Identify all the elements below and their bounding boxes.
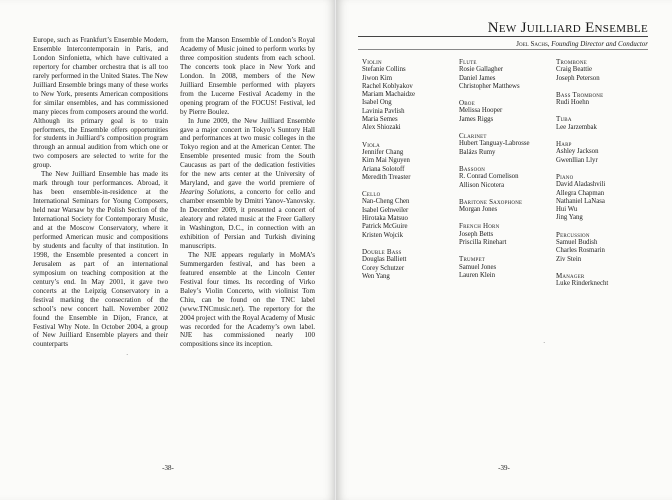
member-name: Corey Schutzer bbox=[362, 264, 405, 272]
member-name: Jiwon Kim bbox=[362, 74, 393, 82]
member-name: Morgan Jones bbox=[459, 206, 498, 214]
instrument-section bbox=[556, 91, 648, 108]
member-name: Joseph Peterson bbox=[556, 74, 600, 82]
roster-column-1 bbox=[362, 58, 454, 297]
section-title: Viola bbox=[362, 140, 380, 149]
section-title: Flute bbox=[459, 58, 477, 66]
member-name: Ziv Stein bbox=[556, 255, 582, 263]
section-title: Baritone Saxophone bbox=[459, 197, 523, 206]
instrument-section bbox=[362, 58, 454, 133]
member-name: Kim Mai Nguyen bbox=[362, 157, 410, 165]
section-title: Harp bbox=[556, 140, 572, 149]
dot-ornament: · bbox=[543, 339, 546, 347]
member-name: Joseph Betts bbox=[459, 230, 494, 238]
section-title: Bassoon bbox=[459, 164, 486, 173]
work-title: Hearing Solutions bbox=[180, 188, 234, 197]
member-name: Priscilla Rinehart bbox=[459, 239, 507, 247]
section-title: Tuba bbox=[556, 115, 572, 124]
right-page bbox=[336, 0, 672, 500]
member-name: Lavinia Pavlish bbox=[362, 107, 405, 115]
paragraph bbox=[180, 117, 315, 251]
section-title: Trumpet bbox=[459, 255, 485, 264]
instrument-section bbox=[556, 231, 648, 264]
member-name: Stefanie Collins bbox=[362, 66, 406, 74]
member-name: Allegra Chapman bbox=[556, 189, 605, 197]
member-name: Hubert Tanguay-Labrosse bbox=[459, 140, 530, 148]
member-name: Jennifer Chang bbox=[362, 148, 404, 156]
subheader-rule bbox=[358, 49, 648, 50]
instrument-section bbox=[459, 198, 551, 215]
member-name: Meredith Treaster bbox=[362, 173, 411, 181]
member-name: Jing Yang bbox=[556, 214, 583, 222]
member-name: Nan-Cheng Chen bbox=[362, 198, 410, 206]
header-rule bbox=[358, 36, 648, 37]
member-name: Balázs Rumy bbox=[459, 148, 496, 156]
instrument-section bbox=[459, 255, 551, 280]
instrument-section bbox=[556, 140, 648, 165]
section-title: Violin bbox=[362, 58, 382, 66]
body-text bbox=[33, 36, 315, 446]
member-name: Kristen Wojcik bbox=[362, 231, 404, 239]
page-number: -39- bbox=[498, 464, 510, 472]
roster-header bbox=[488, 20, 648, 37]
section-title: French Horn bbox=[459, 222, 500, 231]
instrument-section bbox=[362, 190, 454, 240]
member-name: Allison Nicotera bbox=[459, 181, 505, 189]
director-line bbox=[516, 40, 648, 48]
member-name: Craig Beattie bbox=[556, 66, 593, 74]
instrument-section bbox=[459, 165, 551, 190]
text-column-2 bbox=[180, 36, 315, 446]
member-name: Lauren Klein bbox=[459, 271, 496, 279]
member-name: Melissa Hooper bbox=[459, 107, 503, 115]
instrument-section bbox=[459, 222, 551, 247]
instrument-section bbox=[459, 99, 551, 124]
page-number: -38- bbox=[162, 464, 174, 472]
director-name: Joel Sachs, bbox=[516, 40, 552, 48]
text-column-1 bbox=[33, 36, 168, 446]
instrument-section bbox=[459, 58, 551, 91]
member-name: Isabel Ong bbox=[362, 99, 392, 107]
instrument-section bbox=[556, 58, 648, 83]
section-title: Bass Trombone bbox=[556, 90, 604, 99]
member-name: Douglas Balliett bbox=[362, 256, 407, 264]
member-name: David Aladashvili bbox=[556, 181, 606, 189]
member-name: Patrick McGuire bbox=[362, 223, 408, 231]
section-title: Oboe bbox=[459, 99, 475, 108]
member-name: Alex Shiozaki bbox=[362, 124, 401, 132]
ensemble-title: New Juilliard Ensemble bbox=[487, 20, 648, 36]
member-name: Gwenllian Llyr bbox=[556, 156, 598, 164]
section-title: Trombone bbox=[556, 58, 587, 66]
instrument-section bbox=[362, 248, 454, 281]
member-name: Wen Yang bbox=[362, 272, 390, 280]
member-name: Maria Semes bbox=[362, 116, 398, 124]
section-title: Piano bbox=[556, 172, 574, 181]
roster-column-3 bbox=[556, 58, 648, 297]
paragraph: The NJE appears regularly in MoMA’s Summergarden festival, and has been a featured ensemble at the Lincoln Center Festival four times. Its recording of Virko Baley’s Violin Concerto, with violinist Tom Chiu, can be found on the TNC label (www.TNCmusic.net). The repertory for the 2004 project with the Royal Academy of Music was recorded for the Academy’s own label. NJE has commissioned nearly 100 compositions since its inception. bbox=[180, 250, 315, 349]
instrument-section bbox=[556, 115, 648, 132]
paragraph: Europe, such as Frankfurt’s Ensemble Modern, Ensemble Intercontemporain in Paris, and London Sinfonietta, which have cultivated a repertory for chamber orchestra that is all too rarely performed in the United States. The New Juilliard Ensemble brings many of these works to New York, presents American compositions for similar ensembles, and has commissioned many pieces from composers around the world. Although its primary goal is to train performers, the Ensemble offers opportunities for students in Juilliard’s composition program through an annual audition from which one or two composers are selected to write for the group. bbox=[33, 36, 168, 170]
instrument-section bbox=[556, 272, 648, 289]
paragraph: The New Juilliard Ensemble has made its mark through tour performances. Abroad, it has been ensemble-in-residence at the International Seminars for Young Composers, held near Warsaw by the Polish Section of the International Society for Contemporary Music, and at the Moscow Conservatory, where it performed American music and compositions by students and faculty of that institution. In 1998, the Ensemble presented a concert in Jerusalem as part of an international symposium on teaching composition at the century’s end. In May 2001, it gave two concerts at the Leipzig Conservatory in a festival marking the consecration of the school’s new concert hall. November 2002 found the Ensemble in Dijon, France, at Festival Why Note. In October 2004, a group of New Juilliard Ensemble players and their counterparts bbox=[33, 170, 168, 349]
member-name: Samuel Budish bbox=[556, 239, 598, 247]
member-name: Mariam Machaidze bbox=[362, 91, 416, 99]
roster-column-2 bbox=[459, 58, 551, 297]
member-name: Charles Rosmarin bbox=[556, 247, 605, 255]
member-name: Rudi Hoehn bbox=[556, 99, 590, 107]
member-name: Nathaniel LaNasa bbox=[556, 197, 605, 205]
member-name: James Riggs bbox=[459, 115, 494, 123]
section-title: Percussion bbox=[556, 230, 590, 239]
instrument-section bbox=[556, 173, 648, 223]
member-name: Luke Rinderknecht bbox=[556, 280, 609, 288]
section-title: Double Bass bbox=[362, 247, 402, 256]
member-name: Hirotaka Matsuo bbox=[362, 215, 408, 223]
paragraph: from the Manson Ensemble of London’s Royal Academy of Music joined to perform works by three composition students from each school. The concerts took place in New York and London. In 2008, members of the New Juilliard Ensemble performed with players from the Lucerne Festival Academy in the opening program of the FOCUS! Festival, led by Pierre Boulez. bbox=[180, 36, 315, 116]
dot-ornament: · bbox=[126, 351, 129, 359]
member-name: Ashley Jackson bbox=[556, 148, 599, 156]
member-name: Ariana Solotoff bbox=[362, 165, 405, 173]
director-role: Founding Director and Conductor bbox=[551, 40, 648, 48]
section-title: Clarinet bbox=[459, 132, 487, 141]
member-name: Christopher Matthews bbox=[459, 82, 520, 90]
member-name: Samuel Jones bbox=[459, 263, 497, 271]
member-name: Daniel James bbox=[459, 74, 496, 82]
text-run: , a concerto for cello and chamber ensemble by Dmitri Yanov-Yanovsky. In December 2009, it presented a concert of aleatory and related music at the Freer Gallery in Washington, D.C., in connection with an exhibition of Persian and Turkish divining manuscripts. bbox=[180, 188, 315, 250]
section-title: Cello bbox=[362, 190, 381, 199]
section-title: Manager bbox=[556, 271, 585, 280]
member-name: Lee Jarzembak bbox=[556, 123, 597, 131]
member-name: R. Conrad Cornelison bbox=[459, 173, 519, 181]
text-run: In June 2009, the New Juilliard Ensemble gave a major concert in Tokyo’s Suntory Hall and performances at two music colleges in the Tokyo region and at the American Center. The Ensemble presented music from the South Caucasus as part of the dedication festivities for the new arts center at the University of Maryland, and gave the world premiere of bbox=[180, 116, 315, 188]
instrument-section bbox=[459, 132, 551, 157]
member-name: Rosie Gallagher bbox=[459, 66, 503, 74]
instrument-section bbox=[362, 141, 454, 182]
member-name: Rachel Koblyakov bbox=[362, 82, 413, 90]
member-name: Hui Wu bbox=[556, 206, 578, 214]
member-name: Isabel Gehweiler bbox=[362, 206, 409, 214]
roster bbox=[362, 58, 648, 297]
